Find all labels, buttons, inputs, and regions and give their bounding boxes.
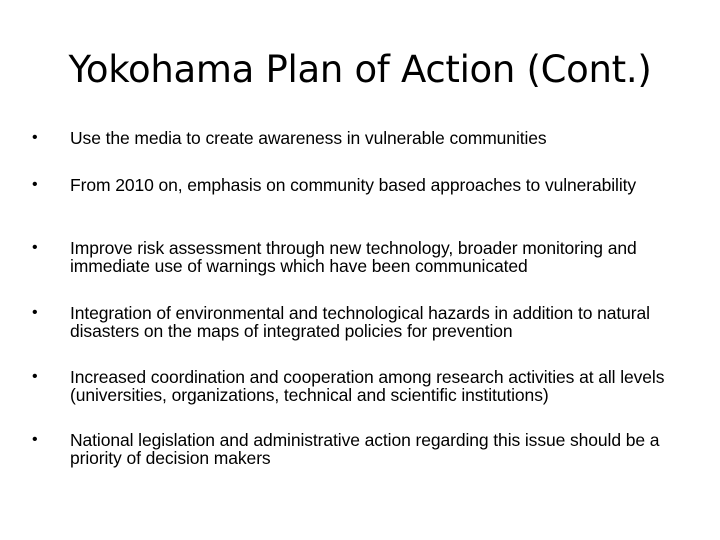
bullet-dot-icon: • [32,431,38,448]
bullet-text: Improve risk assessment through new technology, broader monitoring and immediate use of warnings which have been communicated [70,238,637,276]
bullet-dot-icon: • [32,304,38,321]
bullet-text: Integration of environmental and technological hazards in addition to natural disasters on the maps of integrated policies for prevention [70,303,650,341]
slide-title: Yokohama Plan of Action (Cont.) [68,48,652,91]
bullet-dot-icon: • [32,176,38,193]
bullet-dot-icon: • [32,129,38,146]
bullet-text: From 2010 on, emphasis on community based approaches to vulnerability [70,175,637,195]
bullet-dot-icon: • [32,239,38,256]
bullet-text: Increased coordination and cooperation among research activities at all levels (universities, organizations, technical and scientific institutions) [70,367,665,405]
bullet-text: Use the media to create awareness in vulnerable communities [70,128,547,148]
bullet-text: National legislation and administrative action regarding this issue should be a priority of decision makers [70,430,660,468]
bullet-dot-icon: • [32,368,38,385]
